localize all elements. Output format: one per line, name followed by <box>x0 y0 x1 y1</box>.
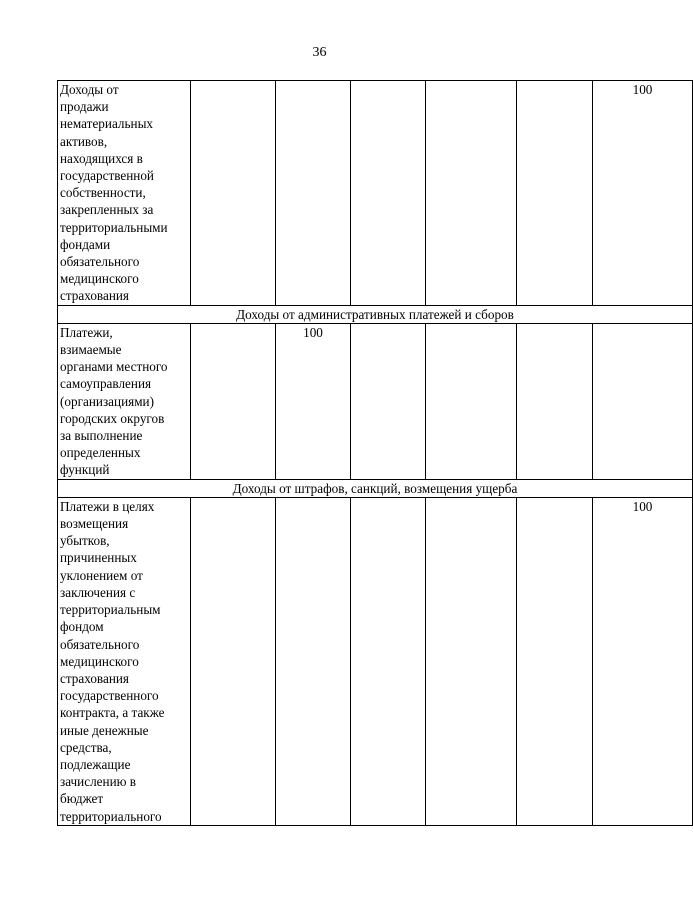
revenue-name-line: определенных <box>60 445 141 461</box>
revenue-name-line: иные денежные <box>60 722 149 738</box>
percent-cell <box>191 81 276 306</box>
percent-cell <box>517 81 593 306</box>
percent-cell: 100 <box>593 497 693 825</box>
percent-cell <box>426 323 517 479</box>
revenue-name-line: (организациями) <box>60 393 154 409</box>
revenue-name-line: собственности, <box>60 185 146 201</box>
revenue-name-cell <box>58 323 191 479</box>
revenue-name-line: закрепленных за <box>60 202 154 218</box>
percent-cell <box>351 323 426 479</box>
percent-cell <box>191 323 276 479</box>
revenue-name-line: Доходы от <box>60 82 119 97</box>
revenue-name-line: заключения с <box>60 584 136 600</box>
revenue-name-line: функций <box>60 462 110 478</box>
revenue-name-line: медицинского <box>60 271 139 287</box>
percent-cell <box>517 323 593 479</box>
percent-cell <box>276 81 351 306</box>
revenue-name-line: возмещения <box>60 516 129 532</box>
revenue-name-line: подлежащие <box>60 756 131 772</box>
revenue-name-line: уклонением от <box>60 567 143 583</box>
table-row <box>58 323 693 479</box>
revenue-name-line: средства, <box>60 739 112 755</box>
revenue-name-line: нематериальных <box>60 116 154 132</box>
revenue-name-line: убытков, <box>60 533 110 549</box>
revenue-name-line: страхования <box>60 288 129 304</box>
revenue-name-line: причиненных <box>60 550 137 566</box>
percent-cell <box>426 497 517 825</box>
percent-cell <box>276 497 351 825</box>
revenue-name-line: Платежи в целях <box>60 498 155 514</box>
percent-cell: 100 <box>276 323 351 479</box>
revenue-name-line: медицинского <box>60 653 139 669</box>
revenue-distribution-table <box>57 80 693 826</box>
revenue-name-cell <box>58 497 191 825</box>
section-header-row <box>58 479 693 497</box>
revenue-name-line: территориальным <box>60 602 161 618</box>
revenue-name-line: активов, <box>60 133 108 149</box>
revenue-name-line: обязательного <box>60 254 140 270</box>
revenue-name-line: контракта, а также <box>60 705 165 721</box>
revenue-name-line: государственной <box>60 168 154 184</box>
percent-cell <box>593 323 693 479</box>
revenue-name-line: городских округов <box>60 410 165 426</box>
revenue-name-cell <box>58 81 191 306</box>
table-body <box>58 81 693 826</box>
revenue-name-line: фондами <box>60 236 111 252</box>
section-header-row <box>58 305 693 323</box>
section-title: Доходы от штрафов, санкций, возмещения ущерба <box>58 479 693 497</box>
revenue-name-line: продажи <box>60 99 109 115</box>
page-number: 36 <box>312 45 327 60</box>
section-title: Доходы от административных платежей и сборов <box>58 305 693 323</box>
revenue-name-line: фондом <box>60 619 104 635</box>
percent-cell <box>351 497 426 825</box>
revenue-name-line: территориальными <box>60 219 168 235</box>
table-row <box>58 81 693 306</box>
revenue-name-line: обязательного <box>60 636 140 652</box>
revenue-name-line: государственного <box>60 688 159 704</box>
revenue-name-line: взимаемые <box>60 342 122 358</box>
revenue-name-line: Платежи, <box>60 324 113 340</box>
percent-cell <box>426 81 517 306</box>
percent-cell <box>191 497 276 825</box>
revenue-name-line: самоуправления <box>60 376 152 392</box>
revenue-name-line: находящихся в <box>60 150 143 166</box>
revenue-name-line: органами местного <box>60 359 168 375</box>
percent-cell: 100 <box>593 81 693 306</box>
revenue-name-line: страхования <box>60 670 129 686</box>
revenue-name-line: территориального <box>60 808 162 824</box>
percent-cell <box>517 497 593 825</box>
revenue-name-line: бюджет <box>60 791 104 807</box>
revenue-name-line: за выполнение <box>60 428 143 444</box>
percent-cell <box>351 81 426 306</box>
table-row <box>58 497 693 825</box>
revenue-name-line: зачислению в <box>60 774 137 790</box>
